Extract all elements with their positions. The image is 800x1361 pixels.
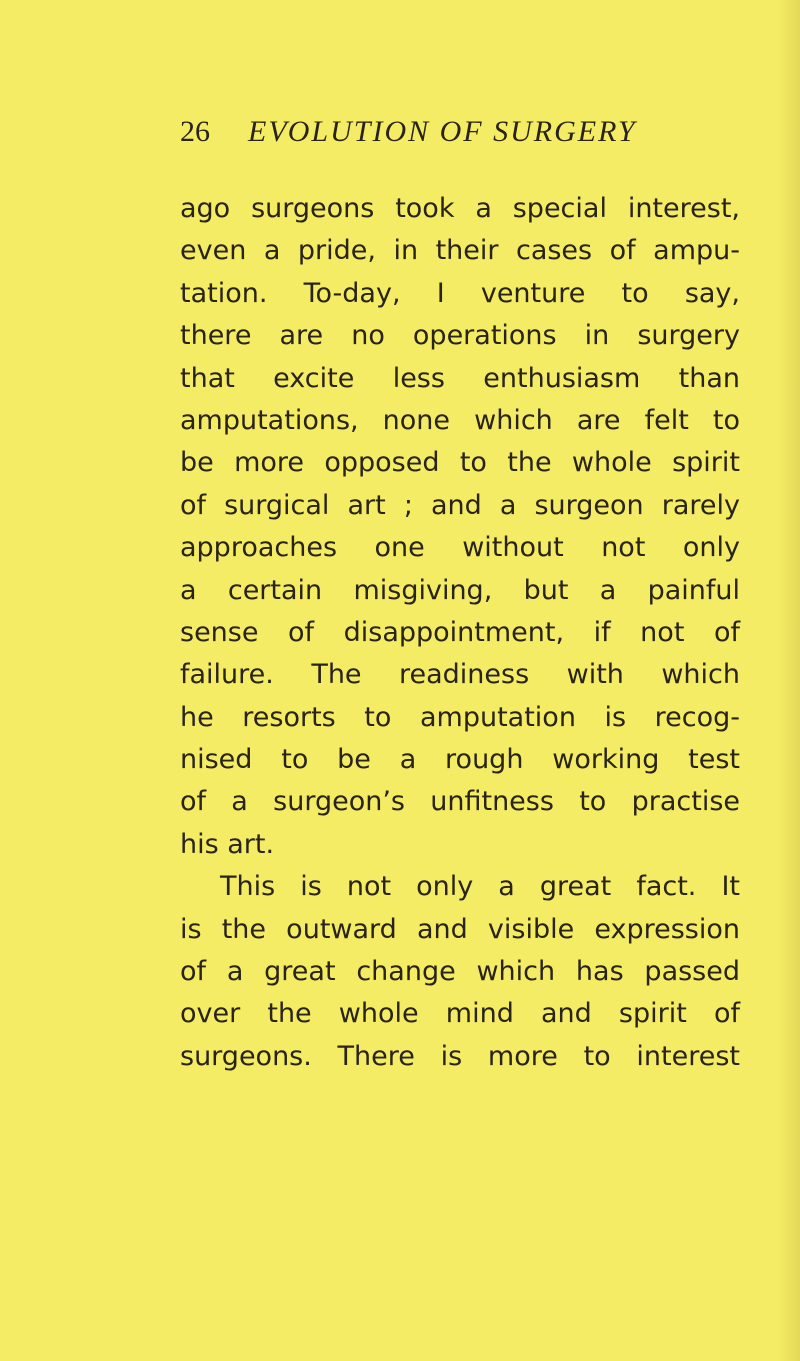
text-line: approaches one without not only <box>180 532 740 564</box>
text-line: is the outward and visible expression <box>180 913 740 945</box>
paragraph-start-line: This is not only a great fact. It <box>220 871 740 903</box>
page-number: 26 <box>180 115 210 148</box>
text-line: of surgical art ; and a surgeon rarely <box>180 489 740 521</box>
text-line: sense of disappointment, if not of <box>180 616 740 648</box>
text-line: be more opposed to the whole spirit <box>180 447 740 479</box>
text-line: even a pride, in their cases of ampu- <box>180 235 740 267</box>
text-line: failure. The readiness with which <box>180 659 740 691</box>
page-header <box>180 112 740 152</box>
text-line: that excite less enthusiasm than <box>180 362 740 394</box>
text-line: over the whole mind and spirit of <box>180 998 740 1030</box>
text-line: he resorts to amputation is recog- <box>180 701 740 733</box>
text-line: ago surgeons took a special interest, <box>180 193 740 224</box>
text-line: tation. To-day, I venture to say, <box>180 277 740 309</box>
text-line: a certain misgiving, but a painful <box>180 574 740 606</box>
running-title: EVOLUTION OF SURGERY <box>248 115 637 148</box>
text-line: there are no operations in surgery <box>180 320 740 352</box>
page-edge-shadow <box>778 0 800 1361</box>
text-line: amputations, none which are felt to <box>180 404 740 436</box>
text-line: nised to be a rough working test <box>180 744 740 776</box>
text-line: of a great change which has passed <box>180 956 740 988</box>
text-line: his art. <box>180 828 275 860</box>
body-text <box>180 188 740 1078</box>
text-line: surgeons. There is more to interest <box>180 1040 740 1072</box>
text-line: of a surgeon’s unfitness to practise <box>180 786 740 818</box>
